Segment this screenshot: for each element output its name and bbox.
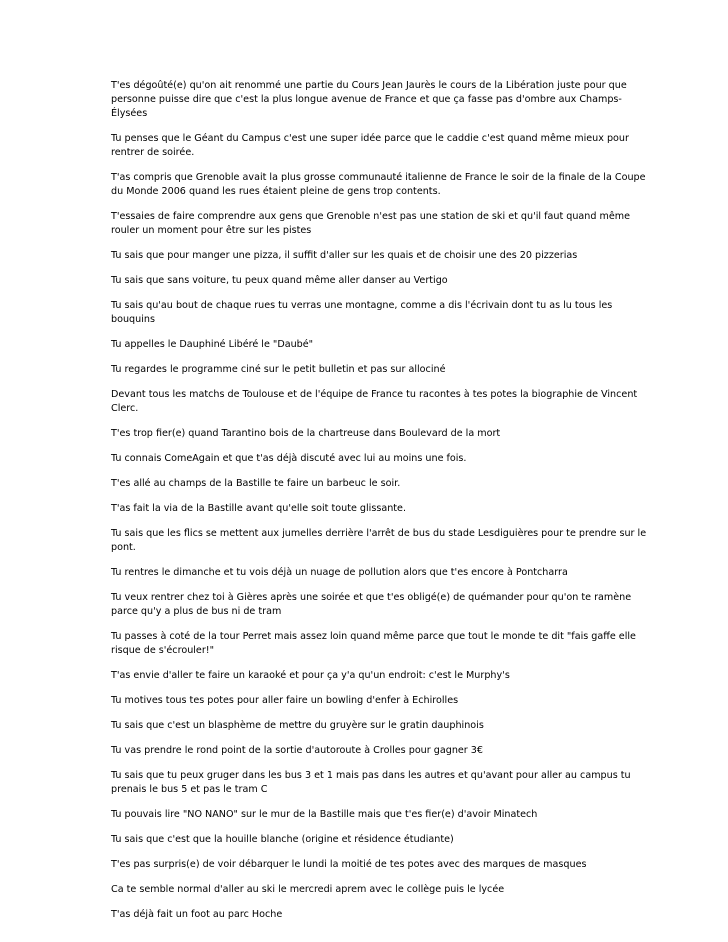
- paragraph: Ca te semble normal d'aller au ski le mercredi aprem avec le collège puis le lycée: [111, 884, 505, 895]
- paragraph: Tu sais que c'est un blasphème de mettre du gruyère sur le gratin dauphinois: [111, 720, 484, 731]
- paragraph: T'es pas surpris(e) de voir débarquer le lundi la moitié de tes potes avec des marques de masques: [111, 859, 587, 870]
- paragraph: T'es trop fier(e) quand Tarantino bois de la chartreuse dans Boulevard de la mort: [111, 428, 501, 439]
- paragraph: Tu sais que tu peux gruger dans les bus 3 et 1 mais pas dans les autres et qu'avant pour aller au campus tu prenais le bus 5 et pas le tram C: [111, 770, 631, 795]
- paragraph: Tu appelles le Dauphiné Libéré le "Daubé": [111, 339, 314, 350]
- paragraph: Tu pouvais lire "NO NANO" sur le mur de la Bastille mais que t'es fier(e) d'avoir Minatech: [111, 809, 538, 820]
- paragraph: T'essaies de faire comprendre aux gens que Grenoble n'est pas une station de ski et qu'il faut quand même rouler un moment pour être sur les pistes: [111, 211, 631, 236]
- paragraph: Devant tous les matchs de Toulouse et de l'équipe de France tu racontes à tes potes la biographie de Vincent Clerc.: [111, 389, 638, 414]
- paragraph: Tu passes à coté de la tour Perret mais assez loin quand même parce que tout le monde te dit "fais gaffe elle risque de s'écrouler!": [111, 631, 636, 656]
- paragraph: T'as déjà fait un foot au parc Hoche: [111, 909, 283, 920]
- paragraph: Tu regardes le programme ciné sur le petit bulletin et pas sur allociné: [111, 364, 446, 375]
- paragraph: T'es allé au champs de la Bastille te faire un barbeuc le soir.: [111, 478, 401, 489]
- paragraph: Tu sais que sans voiture, tu peux quand même aller danser au Vertigo: [111, 275, 448, 286]
- paragraph: Tu sais que les flics se mettent aux jumelles derrière l'arrêt de bus du stade Lesdiguières pour te prendre sur le pont.: [111, 528, 647, 553]
- document-page: [111, 79, 651, 933]
- paragraph: Tu sais qu'au bout de chaque rues tu verras une montagne, comme a dis l'écrivain dont tu as lu tous les bouquins: [111, 300, 613, 325]
- paragraph: T'as compris que Grenoble avait la plus grosse communauté italienne de France le soir de la finale de la Coupe du Monde 2006 quand les rues étaient pleine de gens trop contents.: [111, 172, 646, 197]
- paragraph: Tu connais ComeAgain et que t'as déjà discuté avec lui au moins une fois.: [111, 453, 467, 464]
- paragraph: Tu sais que c'est que la houille blanche (origine et résidence étudiante): [111, 834, 454, 845]
- paragraph: Tu penses que le Géant du Campus c'est une super idée parce que le caddie c'est quand même mieux pour rentrer de soirée.: [111, 133, 629, 158]
- paragraph: Tu motives tous tes potes pour aller faire un bowling d'enfer à Echirolles: [111, 695, 459, 706]
- paragraph: T'as envie d'aller te faire un karaoké et pour ça y'a qu'un endroit: c'est le Murphy's: [111, 670, 510, 681]
- paragraph: Tu vas prendre le rond point de la sortie d'autoroute à Crolles pour gagner 3€: [111, 745, 484, 756]
- paragraph: Tu veux rentrer chez toi à Gières après une soirée et que t'es obligé(e) de quémander pour qu'on te ramène parce qu'y a plus de bus ni de tram: [111, 592, 632, 617]
- paragraph: Tu rentres le dimanche et tu vois déjà un nuage de pollution alors que t'es encore à Pontcharra: [111, 567, 568, 578]
- paragraph: T'es dégoûté(e) qu'on ait renommé une partie du Cours Jean Jaurès le cours de la Libération juste pour que personne puisse dire que c'est la plus longue avenue de France et que ça fasse pas d'ombre aux Champs-Élysées: [111, 80, 627, 119]
- paragraph: T'as fait la via de la Bastille avant qu'elle soit toute glissante.: [111, 503, 407, 514]
- paragraph: Tu sais que pour manger une pizza, il suffit d'aller sur les quais et de choisir une des 20 pizzerias: [111, 250, 578, 261]
